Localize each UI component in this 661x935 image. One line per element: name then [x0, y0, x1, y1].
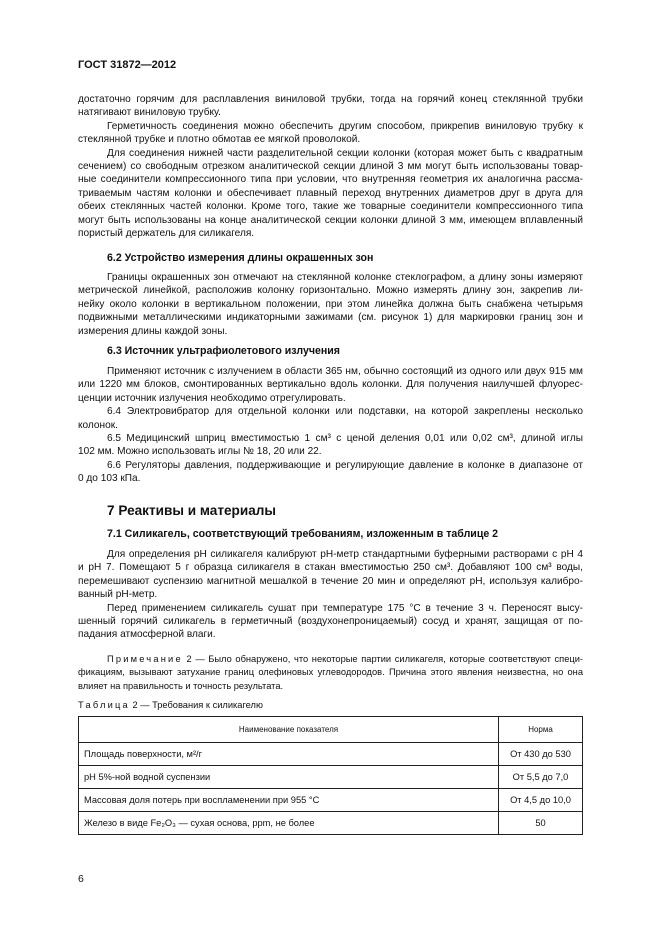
- text-line: сечением) со свободным отрезком аналитической секции длиной 3 мм могут быть использованы товар-: [78, 160, 583, 172]
- column-header-norm: Норма: [499, 717, 583, 743]
- table-caption: Таблица 2 — Требования к силикагелю: [78, 700, 263, 710]
- text-line: 6.5 Медицинский шприц вместимостью 1 см³ с ценой деления 0,01 или 0,02 см³, длиной иглы: [107, 432, 583, 444]
- text-line: ные соединители компрессионного типа при условии, что внутренняя геометрия их аналогична рассма-: [78, 174, 583, 186]
- text-line: колонок.: [78, 419, 118, 431]
- text-line: Границы окрашенных зон отмечают на стеклянной колонке стеклографом, а длину зоны измеряют: [107, 272, 583, 283]
- text-line: ценции источник излучения необходимо отрегулировать.: [78, 392, 346, 404]
- text-block-7-1: [78, 548, 583, 642]
- text-line: 6.6 Регуляторы давления, поддерживающие и регулирующие давление в колонке в диапазоне от: [107, 459, 583, 471]
- text-line: или 1220 мм блоков, смонтированных вертикально вдоль колонки. Для получения наилучшей флуорес-: [78, 379, 583, 391]
- text-line: Для определения pH силикагеля калибруют pH-метр стандартными буферными растворами с pH 4: [107, 549, 583, 560]
- text-line: метрической линейкой, расположив колонку горизонтально. Можно измерять длину зон, закрепив ли-: [78, 285, 583, 297]
- note-line: фикациям, вызывают затухание границ олефиновых углеводородов. Причина этого явления неизвестна, но она: [78, 667, 583, 678]
- text-line: падания атмосферной влаги.: [78, 629, 216, 641]
- heading-7: 7 Реактивы и материалы: [107, 503, 276, 518]
- text-line: стеклянной трубке и плотно обмотав ее мягкой проволокой.: [78, 134, 361, 146]
- text-line: Применяют источник с излучением в области 365 нм, обычно состоящий из одного или двух 915 мм: [107, 366, 583, 377]
- table-row: Массовая доля потерь при воспламенении при 955 °C От 4,5 до 10,0: [79, 789, 583, 812]
- text-line: пористый держатель для силикагеля.: [78, 227, 255, 239]
- page-number: 6: [78, 873, 84, 885]
- text-line: Для соединения нижней части разделительной секции колонки (которая может быть с квадратным: [107, 147, 583, 159]
- text-line: шенный горячий силикагель в герметичный (воздухонепроницаемый) сосуд и хранят, защищая от по-: [78, 615, 583, 627]
- text-line: ванный pH-метр.: [78, 589, 158, 601]
- column-header-indicator: Наименование показателя: [79, 717, 499, 743]
- heading-6-3: 6.3 Источник ультрафиолетового излучения: [107, 345, 340, 357]
- text-line: натягивают виниловую трубку.: [78, 107, 221, 119]
- text-line: могут быть использованы на конце аналитической секции колонки длиной 3 мм, имеющем вплавленный: [78, 214, 583, 226]
- text-line: Герметичность соединения можно обеспечить другим способом, прикрепив виниловую трубку к: [107, 120, 583, 132]
- note: [78, 653, 583, 693]
- document-header: ГОСТ 31872—2012: [78, 59, 177, 71]
- text-line: Перед применением силикагель сушат при температуре 175 °C в течение 3 ч. Переносят высу-: [107, 602, 583, 614]
- text-line: подвижными металлическими индикаторными зажимами (см. рисунок 1) для маркировки границ зон и: [78, 312, 583, 324]
- requirements-table: [78, 716, 583, 835]
- text-line: обеих стеклянных частей колонки. Кроме того, такие же товарные соединители компрессионного типа: [78, 201, 583, 213]
- note-line: Примечание 2 — Было обнаружено, что некоторые партии силикагеля, которые соответствуют специ-: [107, 654, 583, 664]
- table-row: Площадь поверхности, м²/г От 430 до 530: [79, 743, 583, 766]
- text-block-6-3: [78, 365, 583, 486]
- text-line: 0 до 103 кПа.: [78, 473, 141, 485]
- text-line: перемешивают суспензию магнитной мешалкой в течение 20 мин и определяют pH, используя калибро-: [78, 575, 583, 587]
- table-row: Железо в виде Fe₂O₃ — сухая основа, ppm, не более 50: [79, 812, 583, 835]
- text-line: и pH 7. Помещают 5 г образца силикагеля в стакан вместимостью 250 см³. Добавляют 100 см³ воды,: [78, 562, 583, 574]
- heading-6-2: 6.2 Устройство измерения длины окрашенных зон: [107, 252, 374, 264]
- text-line: 6.4 Электровибратор для отдельной колонки или подставки, на которой закреплены несколько: [107, 406, 583, 418]
- note-label: Примечание: [107, 654, 183, 664]
- text-line: триваемым частям колонки и обеспечивает плавный переход внутренних диаметров друг в друга для: [78, 187, 583, 199]
- text-block-6-2: [78, 271, 583, 338]
- text-line: 102 мм. Можно использовать иглы № 18, 20 или 22.: [78, 446, 322, 458]
- text-line: нейку около колонки в вертикальном положении, при этом линейка должна быть снабжена четырьмя: [78, 298, 583, 310]
- text-line: достаточно горячим для расплавления виниловой трубки, тогда на горячий конец стеклянной трубки: [78, 94, 583, 105]
- text-block-6-1-continued: [78, 93, 583, 240]
- note-line: влияет на правильность и точность результата.: [78, 680, 284, 691]
- table-header-row: [79, 717, 583, 743]
- text-line: измерения длины каждой зоны.: [78, 325, 228, 337]
- heading-7-1: 7.1 Силикагель, соответствующий требованиям, изложенным в таблице 2: [107, 528, 499, 540]
- table-row: pH 5%-ной водной суспензии От 5,5 до 7,0: [79, 766, 583, 789]
